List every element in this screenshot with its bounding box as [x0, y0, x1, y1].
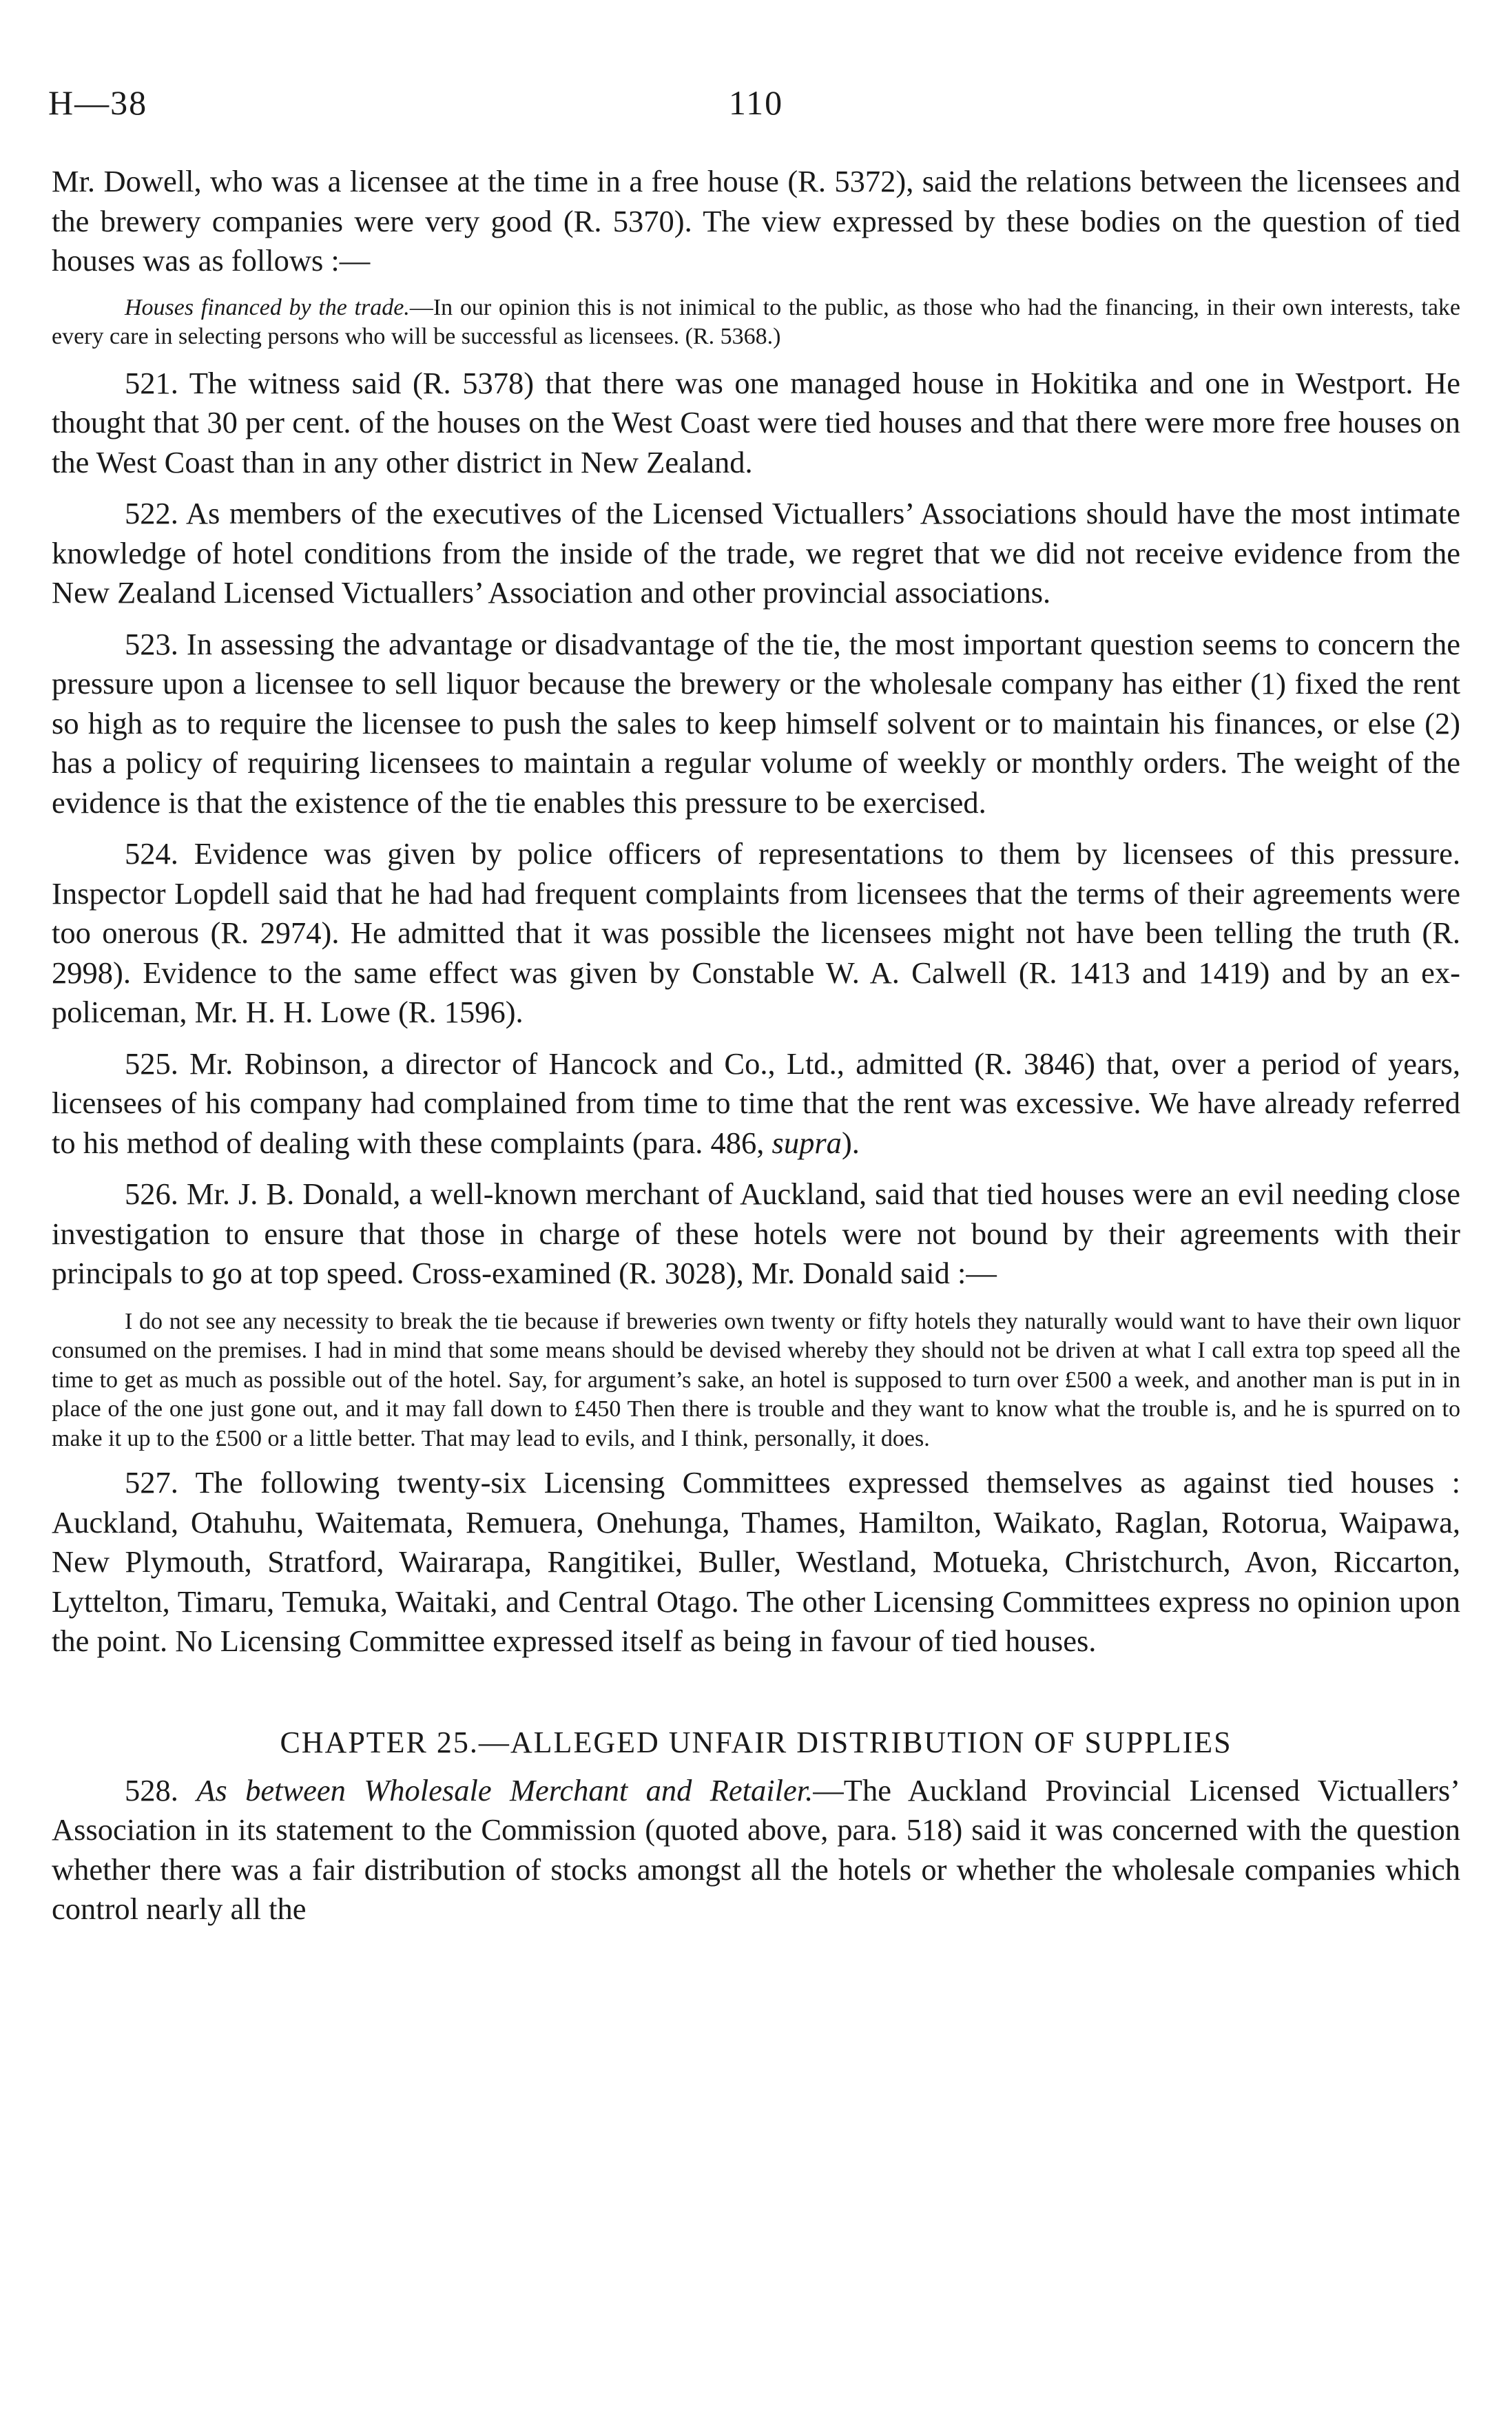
paragraph-528	[52, 1771, 1460, 1929]
quotation-body: —In our opinion this is not inimical to the public, as those who had the financing, in their own interests, take every care in selecting persons who will be successful as licensees. (R. 5368.)	[52, 294, 1461, 349]
paragraph-522: 522. As members of the executives of the Licensed Victuallers’ Associations should have the most intimate knowledge of hotel conditions from the inside of the trade, we regret that we did not receive evidence from the New Zealand Licensed Victuallers’ Association and other provincial associations.	[52, 496, 1460, 610]
quotation-donald: I do not see any necessity to break the tie because if breweries own twenty or fifty hotels they naturally would want to have their own liquor consumed on the premises. I had in mind that some means should be devised whereby they should not be driven at what I call extra top speed all the time to get as much as possible out of the hotel. Say, for argument’s sake, an hotel is supposed to turn over £500 a week, and another man is put in in place of the one just gone out, and it may fall down to £450 Then there is trouble and they want to know what the trouble is, and he is spurred on to make it up to the £500 or a little better. That may lead to evils, and I think, personally, it does.	[52, 1308, 1460, 1451]
paragraph-intro: Mr. Dowell, who was a licensee at the time in a free house (R. 5372), said the relations between the licensees and the brewery companies were very good (R. 5370). The view expressed by these bodies on the question of tied houses was as follows :—	[52, 164, 1460, 278]
paragraph-526: 526. Mr. J. B. Donald, a well-known merchant of Auckland, said that tied houses were an evil needing close investigation to ensure that those in charge of these hotels were not bound by their agreements with their principals to go at top speed. Cross-examined (R. 3028), Mr. Donald said :—	[52, 1177, 1460, 1290]
quotation-heading: Houses financed by the trade.	[125, 294, 410, 320]
paragraph-523: 523. In assessing the advantage or disadvantage of the tie, the most important question seems to concern the pressure upon a licensee to sell liquor because the brewery or the wholesale company has either (1) fixed the rent so high as to require the licensee to push the sales to keep himself solvent or to maintain his finances, or else (2) has a policy of requiring licensees to maintain a regular volume of weekly or monthly orders. The weight of the evidence is that the existence of the tie enables this pressure to be exercised.	[52, 626, 1460, 820]
quotation-houses-financed	[52, 293, 1460, 352]
paragraph-524: 524. Evidence was given by police officers of representations to them by licensees of this pressure. Inspector Lopdell said that he had had frequent complaints from licensees that the terms of their agreements were too onerous (R. 2974). He admitted that it was possible the licensees might not have been telling the truth (R. 2998). Evidence to the same effect was given by Constable W. A. Calwell (R. 1413 and 1419) and by an ex-policeman, Mr. H. H. Lowe (R. 1596).	[52, 836, 1460, 1029]
page-body	[52, 162, 1460, 1929]
chapter-heading: CHAPTER 25.—ALLEGED UNFAIR DISTRIBUTION OF SUPPLIES	[280, 1725, 1232, 1759]
paragraph-525-closing: ).	[841, 1125, 860, 1160]
supra-reference: supra	[771, 1125, 842, 1160]
page-number: 110	[728, 83, 784, 122]
paragraph-528-body: —The Auckland Provincial Licensed Victuallers’ Association in its statement to the Commission (quoted above, para. 518) said it was concerned with the question whether there was a fair distribution of stocks amongst all the hotels or whether the wholesale companies which control nearly all the	[52, 1772, 1461, 1926]
paragraph-521: 521. The witness said (R. 5378) that there was one managed house in Hokitika and one in Westport. He thought that 30 per cent. of the houses on the West Coast were tied houses and that there were more free houses on the West Coast than in any other district in New Zealand.	[52, 365, 1460, 479]
paragraph-525	[52, 1044, 1460, 1163]
paragraph-528-heading: As between Wholesale Merchant and Retailer.	[196, 1772, 814, 1807]
paragraph-527: 527. The following twenty-six Licensing Committees expressed themselves as against tied houses : Auckland, Otahuhu, Waitemata, Remuera, Onehunga, Thames, Hamilton, Waikato, Raglan, Rotorua, Waipawa, New Plymouth, Stratford, Wairarapa, Rangitikei, Buller, Westland, Motueka, Christchurch, Avon, Riccarton, Lyttelton, Timaru, Temuka, Waitaki, and Central Otago. The other Licensing Committees express no opinion upon the point. No Licensing Committee expressed itself as being in favour of tied houses.	[52, 1465, 1460, 1658]
page-header	[48, 83, 1464, 131]
document-reference: H—38	[48, 83, 148, 122]
paragraph-528-number: 528.	[125, 1772, 197, 1807]
paragraph-525-text: 525. Mr. Robinson, a director of Hancock and Co., Ltd., admitted (R. 3846) that, over a period of years, licensees of his company had complained from time to time that the rent was excessive. We have already referred to his method of dealing with these complaints (para. 486,	[52, 1046, 1460, 1160]
